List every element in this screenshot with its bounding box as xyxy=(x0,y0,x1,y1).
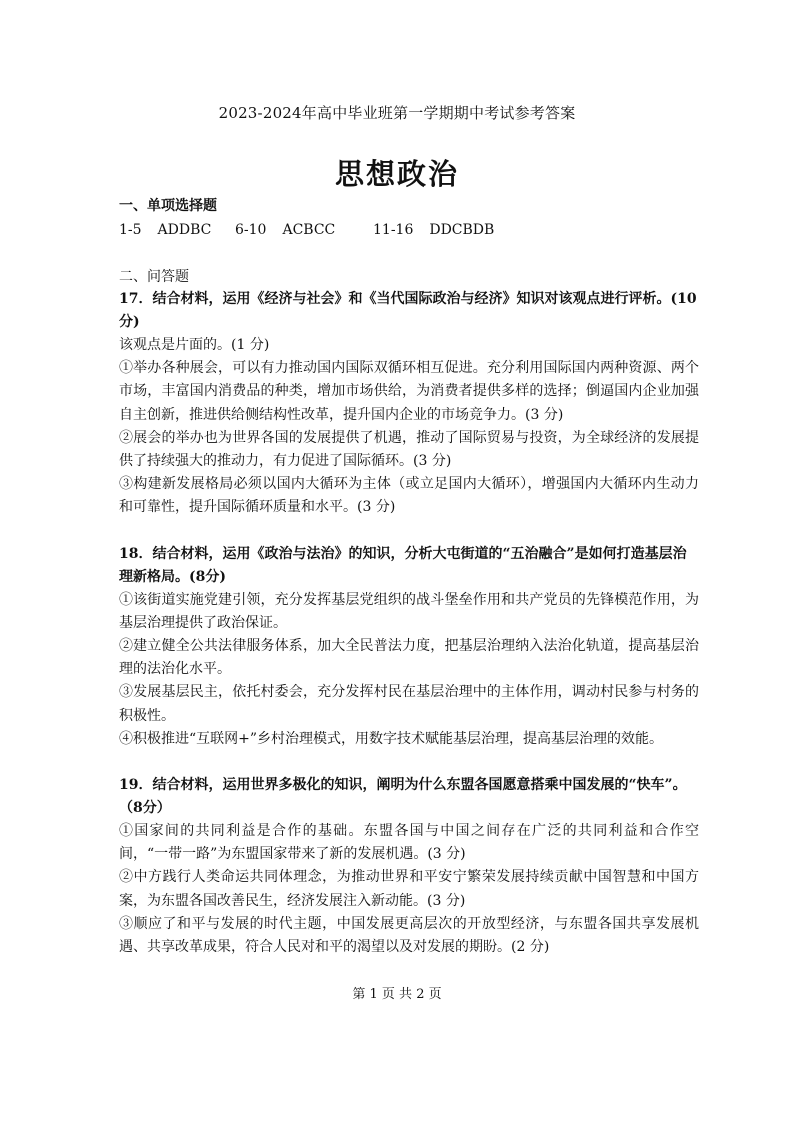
answer-paragraph: ③构建新发展格局必须以国内大循环为主体（或立足国内大循环），增强国内大循环内生动力和可靠性，提升国际循环质量和水平。(3 分) xyxy=(119,476,699,516)
answer-letters: ADDBC xyxy=(157,222,212,238)
page-number-footer: 第 1 页 共 2 页 xyxy=(352,987,442,1002)
answer-paragraph: ①国家间的共同利益是合作的基础。东盟各国与中国之间存在广泛的共同利益和合作空间，“一带一路”为东盟国家带来了新的发展机遇。(3 分) xyxy=(119,823,699,863)
question-19 xyxy=(119,774,699,959)
answer-letters: ACBCC xyxy=(282,222,336,238)
answer-paragraph: ①举办各种展会，可以有力推动国内国际双循环相互促进。充分利用国际国内两种资源、两个市场，丰富国内消费品的种类，增加市场供给，为消费者提供多样的选择；倒逼国内企业加强自主创新，推进供给侧结构性改革，提升国内企业的市场竞争力。(3 分) xyxy=(119,360,699,423)
answer-paragraph: ③顺应了和平与发展的时代主题，中国发展更高层次的开放型经济，与东盟各国共享发展机遇、共享改革成果，符合人民对和平的渴望以及对发展的期盼。(2 分) xyxy=(119,915,699,956)
question-19-title: 19．结合材料，运用世界多极化的知识，阐明为什么东盟各国愿意搭乘中国发展的“快车”。（8分） xyxy=(119,777,687,817)
document-title: 2023-2024年高中毕业班第一学期期中考试参考答案 xyxy=(218,104,576,122)
answer-letters: DDCBDB xyxy=(429,222,495,238)
question-18 xyxy=(119,543,699,751)
answer-group-1-5 xyxy=(119,219,235,241)
answer-group-11-16 xyxy=(373,219,494,241)
answer-paragraph: ②展会的举办也为世界各国的发展提供了机遇，推动了国际贸易与投资，为全球经济的发展提供了持续强大的推动力，有力促进了国际循环。(3 分) xyxy=(119,429,699,470)
answer-paragraph: ④积极推进“互联网+”乡村治理模式，用数字技术赋能基层治理，提高基层治理的效能。 xyxy=(119,730,664,747)
answer-paragraph: ①该街道实施党建引领，充分发挥基层党组织的战斗堡垒作用和共产党员的先锋模范作用，为基层治理提供了政治保证。 xyxy=(119,591,699,631)
answer-paragraph: ②建立健全公共法律服务体系，加大全民普法力度，把基层治理纳入法治化轨道，提高基层治理的法治化水平。 xyxy=(119,638,699,678)
question-17 xyxy=(119,288,699,520)
question-17-title: 17．结合材料，运用《经济与社会》和《当代国际政治与经济》知识对该观点进行评析。(10分) xyxy=(119,291,697,330)
answer-range: 6-10 xyxy=(235,222,267,238)
question-18-title: 18．结合材料，运用《政治与法治》的知识，分析大屯街道的“五治融合”是如何打造基层治理新格局。(8分) xyxy=(119,545,687,585)
multiple-choice-answers xyxy=(119,219,699,241)
answer-paragraph: ③发展基层民主，依托村委会，充分发挥村民在基层治理中的主体作用，调动村民参与村务的积极性。 xyxy=(119,684,699,724)
section-1-heading: 一、单项选择题 xyxy=(119,198,217,214)
document-body xyxy=(119,195,699,959)
answer-group-6-10 xyxy=(235,219,373,241)
answer-range: 1-5 xyxy=(119,222,142,238)
subject-title: 思想政治 xyxy=(334,157,459,191)
answer-range: 11-16 xyxy=(373,222,414,238)
answer-paragraph: ②中方践行人类命运共同体理念，为推动世界和平安宁繁荣发展持续贡献中国智慧和中国方案，为东盟各国改善民生，经济发展注入新动能。(3 分) xyxy=(119,869,699,909)
answer-paragraph: 该观点是片面的。(1 分) xyxy=(119,337,270,353)
section-2-heading: 二、问答题 xyxy=(119,269,189,285)
